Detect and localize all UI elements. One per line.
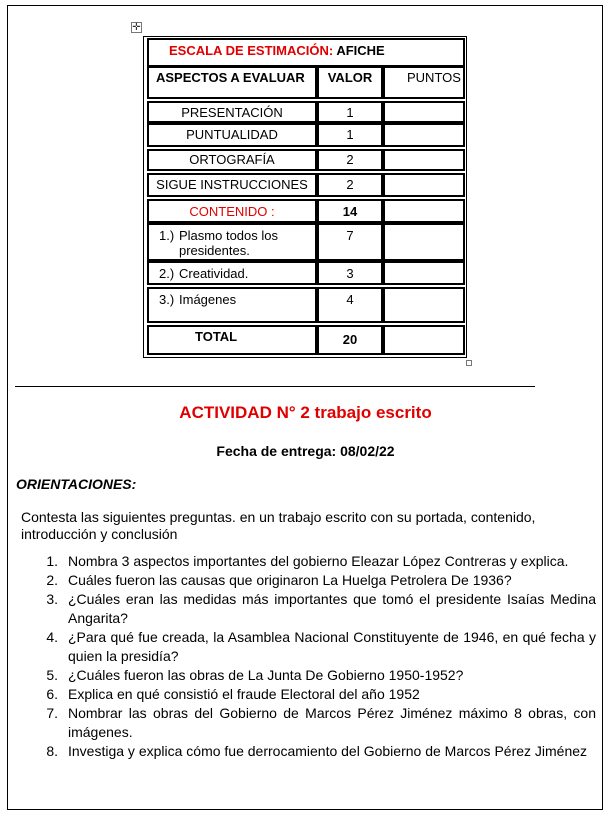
list-item-number: 5.: [46, 667, 58, 683]
sub-row-aspect: [147, 287, 317, 323]
row-aspect: [147, 149, 317, 171]
sub-row-number: 1.): [159, 228, 175, 243]
header-value: [317, 66, 383, 99]
row-points: [383, 123, 465, 147]
list-item: [30, 571, 596, 590]
total-cell: [147, 325, 317, 355]
content-label: CONTENIDO :: [189, 204, 275, 219]
sub-row-text: Creatividad.: [179, 266, 249, 281]
list-item: [30, 590, 596, 628]
row-value: [317, 173, 383, 197]
sub-row-text: Imágenes: [179, 292, 237, 307]
list-item-number: 6.: [46, 686, 58, 702]
total-value: 20: [342, 332, 358, 347]
header-aspects-label: ASPECTOS A EVALUAR: [156, 70, 305, 85]
row-value-label: 1: [346, 127, 354, 142]
row-points: [383, 101, 465, 123]
orientations-label: ORIENTACIONES:: [16, 476, 137, 492]
row-value-label: 2: [346, 152, 354, 167]
intro-text: Contesta las siguientes preguntas. en un trabajo escrito con su portada, contenido, introducción y conclusión: [21, 509, 536, 542]
row-points: [383, 223, 465, 261]
due-date: Fecha de entrega: 08/02/22: [216, 443, 395, 459]
row-value: [317, 287, 383, 323]
list-item: [30, 628, 596, 666]
list-item: [30, 742, 596, 761]
header-points: [383, 66, 465, 99]
list-item: [30, 552, 596, 571]
row-aspect: [147, 123, 317, 147]
rubric-title-prefix: ESCALA DE ESTIMACIÓN:: [169, 43, 334, 58]
list-item-number: 1.: [46, 553, 58, 569]
list-item-number: 3.: [46, 591, 58, 607]
activity-title: ACTIVIDAD N° 2 trabajo escrito: [179, 403, 432, 422]
sub-row-number: 3.): [159, 292, 175, 307]
header-points-label: PUNTOS: [407, 70, 461, 85]
header-value-label: VALOR: [327, 70, 373, 85]
row-value-label: 2: [346, 177, 354, 192]
row-aspect: [147, 173, 317, 197]
list-item-text: Cuáles fueron las causas que originaron La Huelga Petrolera De 1936?: [68, 572, 512, 588]
row-value-label: 4: [346, 292, 354, 307]
content-cell: [147, 199, 317, 223]
header-aspects: [147, 66, 317, 99]
row-value: [317, 223, 383, 261]
row-aspect-label: PRESENTACIÓN: [181, 105, 283, 120]
horizontal-rule: [15, 386, 535, 387]
row-points: [383, 325, 465, 355]
sub-row-aspect: [147, 261, 317, 285]
list-item-number: 8.: [46, 743, 58, 759]
list-item-number: 7.: [46, 705, 58, 721]
list-item-number: 4.: [46, 629, 58, 645]
rubric-title-suffix: AFICHE: [336, 43, 385, 58]
row-value-label: 7: [346, 228, 354, 243]
questions-list: [30, 552, 596, 761]
list-item-text: Nombrar las obras del Gobierno de Marcos Pérez Jiménez máximo 8 obras, con imágenes.: [68, 705, 596, 740]
row-points: [383, 199, 465, 223]
rubric-table: [143, 36, 467, 358]
row-points: [383, 149, 465, 171]
row-value: [317, 149, 383, 171]
list-item-text: Nombra 3 aspectos importantes del gobierno Eleazar López Contreras y explica.: [68, 553, 569, 569]
row-value: [317, 101, 383, 123]
list-item: [30, 666, 596, 685]
row-aspect: [147, 101, 317, 123]
row-points: [383, 173, 465, 197]
table-move-handle-icon[interactable]: ✛: [132, 22, 141, 33]
list-item-text: Explica en qué consistió el fraude Electoral del año 1952: [68, 686, 420, 702]
sub-row-text: Plasmo todos los presidentes.: [179, 228, 278, 258]
list-item-text: ¿Cuáles fueron las obras de La Junta De Gobierno 1950-1952?: [68, 667, 464, 683]
sub-row-number: 2.): [159, 266, 175, 281]
row-value: [317, 261, 383, 285]
list-item-number: 2.: [46, 572, 58, 588]
rubric-title-cell: [147, 38, 465, 67]
content-value-cell: [317, 199, 383, 223]
total-value-cell: [317, 325, 383, 355]
row-aspect-label: SIGUE INSTRUCCIONES: [156, 177, 308, 192]
row-value-label: 3: [346, 266, 354, 281]
row-points: [383, 261, 465, 285]
content-value: 14: [342, 204, 358, 219]
list-item: [30, 685, 596, 704]
list-item: [30, 704, 596, 742]
row-value: [317, 123, 383, 147]
row-points: [383, 287, 465, 323]
list-item-text: Investiga y explica cómo fue derrocamiento del Gobierno de Marcos Pérez Jiménez: [68, 743, 588, 759]
total-label: TOTAL: [195, 329, 238, 344]
sub-row-aspect: [147, 223, 317, 261]
list-item-text: ¿Para qué fue creada, la Asamblea Nacional Constituyente de 1946, en qué fecha y quien la presidía?: [68, 629, 596, 664]
row-aspect-label: PUNTUALIDAD: [186, 127, 278, 142]
row-aspect-label: ORTOGRAFÍA: [189, 152, 275, 167]
row-value-label: 1: [346, 105, 354, 120]
table-resize-handle-icon[interactable]: [466, 360, 472, 366]
list-item-text: ¿Cuáles eran las medidas más importantes que tomó el presidente Isaías Medina Angarita?: [68, 591, 596, 626]
